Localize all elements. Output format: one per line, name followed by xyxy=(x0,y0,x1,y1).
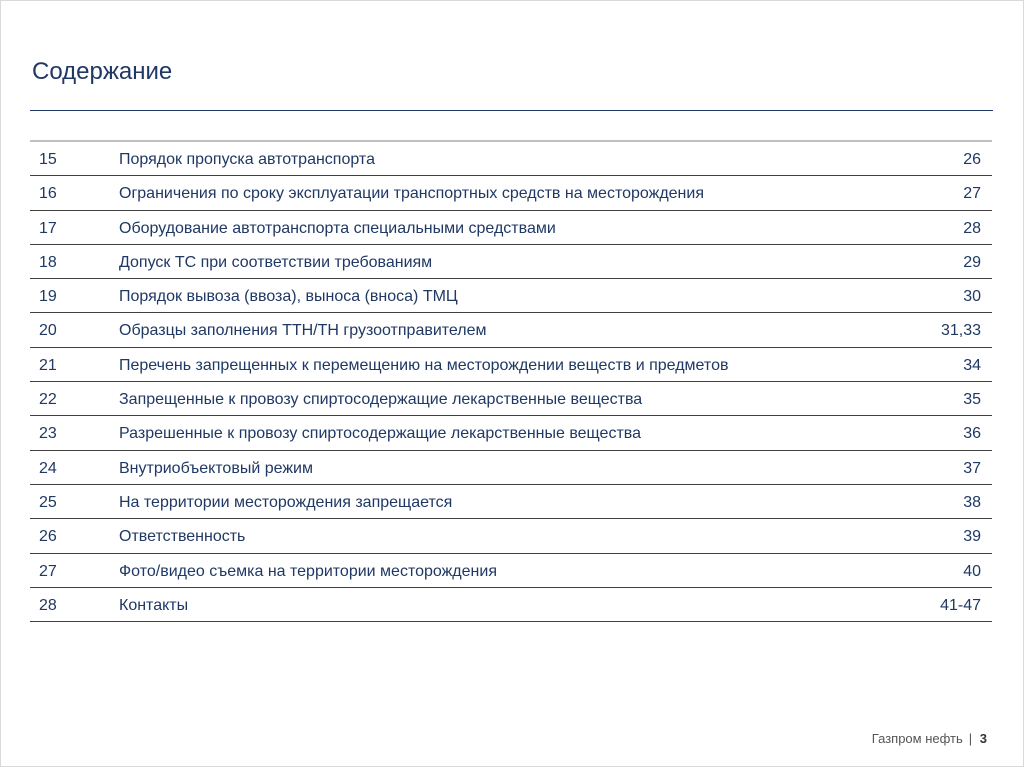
toc-row xyxy=(30,554,992,588)
toc-number: 25 xyxy=(39,493,57,511)
page-number: 3 xyxy=(979,731,987,746)
toc-page: 28 xyxy=(963,219,981,237)
toc-title: Ответственность xyxy=(119,528,246,546)
toc-row xyxy=(30,416,992,450)
footer-separator: | xyxy=(968,731,973,746)
toc-row xyxy=(30,279,992,313)
toc-table xyxy=(30,140,992,622)
toc-number: 27 xyxy=(39,562,57,580)
footer xyxy=(872,731,987,746)
toc-title: Разрешенные к провозу спиртосодержащие лекарственные вещества xyxy=(119,425,641,443)
toc-page: 26 xyxy=(963,151,981,168)
toc-title: Порядок вывоза (ввоза), выноса (вноса) ТМЦ xyxy=(119,288,458,306)
toc-page: 38 xyxy=(963,493,981,511)
toc-row xyxy=(30,245,992,279)
toc-page: 37 xyxy=(963,459,981,477)
toc-title: Ограничения по сроку эксплуатации транспортных средств на месторождения xyxy=(119,185,704,203)
toc-row xyxy=(30,313,992,347)
toc-title: Фото/видео съемка на территории месторождения xyxy=(119,562,497,580)
toc-page: 40 xyxy=(963,562,981,580)
toc-row xyxy=(30,348,992,382)
toc-title: Порядок пропуска автотранспорта xyxy=(119,151,375,168)
toc-row xyxy=(30,485,992,519)
toc-row xyxy=(30,176,992,210)
toc-row xyxy=(30,451,992,485)
toc-page: 29 xyxy=(963,253,981,271)
toc-number: 16 xyxy=(39,185,57,203)
toc-row xyxy=(30,211,992,245)
toc-page: 39 xyxy=(963,528,981,546)
toc-title: Контакты xyxy=(119,596,189,614)
toc-page: 41-47 xyxy=(940,596,981,614)
toc-number: 20 xyxy=(39,322,57,340)
toc-number: 17 xyxy=(39,219,57,237)
toc-number: 19 xyxy=(39,288,57,306)
toc-title: Запрещенные к провозу спиртосодержащие лекарственные вещества xyxy=(119,391,643,409)
toc-title: Оборудование автотранспорта специальными средствами xyxy=(119,219,556,237)
toc-number: 26 xyxy=(39,528,57,546)
toc-title: Допуск ТС при соответствии требованиям xyxy=(119,253,433,271)
toc-number: 24 xyxy=(39,459,57,477)
toc-row xyxy=(30,519,992,553)
toc-page: 36 xyxy=(963,425,981,443)
toc-number: 23 xyxy=(39,425,57,443)
page-title: Содержание xyxy=(32,58,173,85)
toc-title: Внутриобъектовый режим xyxy=(119,459,313,477)
toc-number: 15 xyxy=(39,151,57,168)
title-divider xyxy=(30,110,993,111)
toc-page: 31,33 xyxy=(940,322,981,340)
toc-page: 30 xyxy=(963,288,981,306)
toc-page: 34 xyxy=(963,356,981,374)
footer-company: Газпром нефть xyxy=(871,731,963,746)
toc-title: На территории месторождения запрещается xyxy=(119,493,453,511)
toc-page: 35 xyxy=(963,391,981,409)
toc-title: Перечень запрещенных к перемещению на месторождении веществ и предметов xyxy=(119,356,729,374)
toc-row xyxy=(30,588,992,622)
toc-row xyxy=(30,382,992,416)
toc-title: Образцы заполнения ТТН/ТН грузоотправителем xyxy=(119,322,487,340)
toc-number: 22 xyxy=(39,391,57,409)
toc-number: 28 xyxy=(39,596,57,614)
toc-page: 27 xyxy=(963,185,981,203)
toc-number: 21 xyxy=(39,356,57,374)
toc-number: 18 xyxy=(39,253,57,271)
toc-row xyxy=(30,142,992,176)
